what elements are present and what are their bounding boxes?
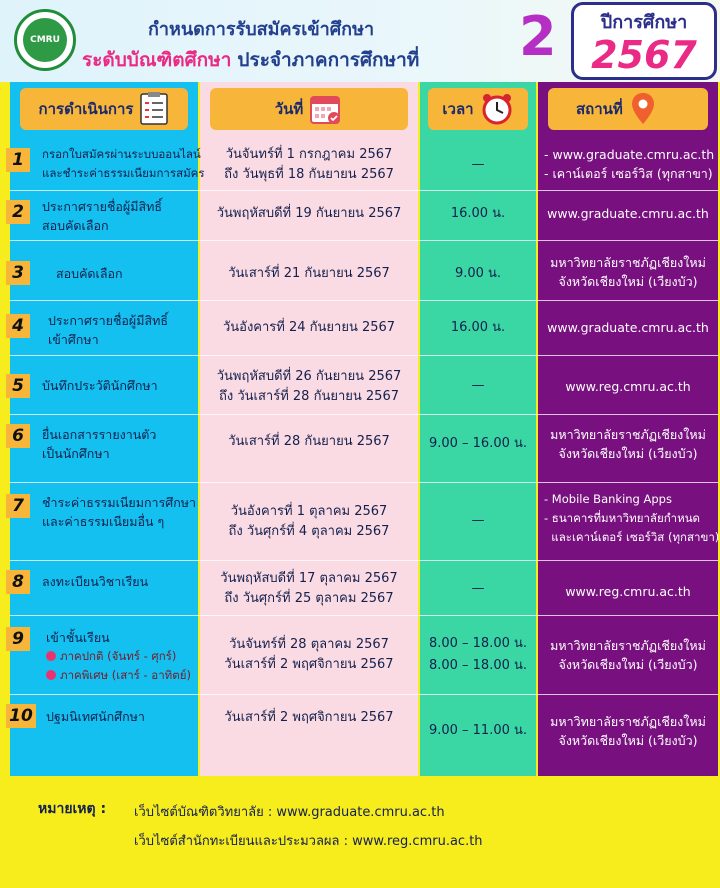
time-text: 16.00 น. [450, 206, 506, 221]
step-number: 7 [6, 494, 30, 518]
note-graduate-website: เว็บไซต์บัณฑิตวิทยาลัย : www.graduate.cmru.ac.th [134, 805, 445, 820]
notes-label [38, 798, 106, 820]
time-text: 9.00 – 11.00 น. [428, 723, 528, 738]
place-line: - ธนาคารที่มหาวิทยาลัยกำหนด [544, 511, 701, 525]
activity-text: ลงทะเบียนวิชาเรียน [42, 574, 149, 589]
step-number: 4 [6, 314, 30, 338]
activity-text: บันทึกประวัตินักศึกษา [42, 378, 158, 393]
bullet-icon [46, 651, 56, 661]
row-divider [10, 615, 718, 616]
university-seal-logo: CMRU [14, 9, 76, 71]
activity-text [42, 425, 156, 463]
activity-line: ยื่นเอกสารรายงานตัว [42, 427, 157, 442]
activity-text [42, 145, 205, 183]
date-text: วันพฤหัสบดีที่ 19 กันยายน 2567 [216, 206, 402, 221]
date-line: วันพฤหัสบดีที่ 17 ตุลาคม 2567 [220, 571, 398, 586]
schedule-option-label: ภาคปกติ (จันทร์ - ศุกร์) [60, 649, 177, 663]
time-text: — [471, 378, 485, 393]
activity-line: กรอกใบสมัครผ่านระบบออนไลน์ [42, 147, 201, 161]
time-line: 8.00 – 18.00 น. [428, 658, 528, 673]
date-line: วันจันทร์ที่ 1 กรกฎาคม 2567 [225, 147, 393, 162]
step-number: 10 [6, 704, 36, 728]
date-text [200, 635, 418, 675]
date-text [200, 145, 418, 185]
checklist-icon [139, 92, 169, 126]
header-time [428, 88, 528, 130]
activity-line: ประกาศรายชื่อผู้มีสิทธิ์ [48, 313, 168, 328]
activity-line: เข้าศึกษา [48, 332, 99, 347]
place-line: - www.graduate.cmru.ac.th [544, 147, 715, 162]
date-text [200, 367, 418, 407]
row-divider [10, 482, 718, 483]
activity-text [42, 197, 162, 235]
subtitle-level: ระดับบัณฑิตศึกษา [82, 49, 232, 71]
date-line: ถึง วันศุกร์ที่ 4 ตุลาคม 2567 [228, 524, 390, 539]
row-divider [10, 240, 718, 241]
date-line: ถึง วันพุธที่ 18 กันยายน 2567 [224, 167, 394, 182]
activity-text [46, 628, 191, 685]
header-activity-label: การดำเนินการ [38, 100, 134, 118]
date-line: วันอังคารที่ 1 ตุลาคม 2567 [230, 504, 388, 519]
notes-label-text: หมายเหตุ : [38, 801, 107, 817]
date-text: วันเสาร์ที่ 2 พฤศจิกายน 2567 [224, 710, 394, 725]
time-text: — [471, 581, 485, 596]
academic-year-value: 2567 [591, 33, 697, 77]
date-text [200, 569, 418, 609]
place-text: www.reg.cmru.ac.th [565, 379, 691, 394]
row-divider [10, 694, 718, 695]
academic-year-box [571, 2, 717, 80]
calendar-icon [309, 92, 343, 126]
activity-line: ประกาศรายชื่อผู้มีสิทธิ์ [42, 199, 162, 214]
date-line: วันเสาร์ที่ 2 พฤศจิกายน 2567 [224, 657, 394, 672]
row-divider [10, 300, 718, 301]
step-number: 1 [6, 148, 30, 172]
header-place [548, 88, 708, 130]
place-line: มหาวิทยาลัยราชภัฏเชียงใหม่ [550, 427, 706, 442]
step-number: 9 [6, 627, 30, 651]
schedule-option [46, 647, 191, 666]
schedule-option [46, 666, 191, 685]
activity-text: สอบคัดเลือก [56, 266, 123, 281]
place-text [538, 425, 718, 463]
alarm-clock-icon [480, 92, 514, 126]
step-number: 6 [6, 424, 30, 448]
activity-line: เข้าชั้นเรียน [46, 630, 110, 645]
date-text: วันเสาร์ที่ 28 กันยายน 2567 [228, 434, 390, 449]
note-registrar-website: เว็บไซต์สำนักทะเบียนและประมวลผล : www.reg.cmru.ac.th [134, 834, 483, 849]
row-divider [10, 190, 718, 191]
place-text [538, 253, 718, 291]
schedule-option-label: ภาคพิเศษ (เสาร์ - อาทิตย์) [60, 668, 191, 682]
date-line: วันพฤหัสบดีที่ 26 กันยายน 2567 [216, 369, 402, 384]
place-text [538, 712, 718, 750]
activity-text [48, 311, 168, 349]
activity-line: และค่าธรรมเนียมอื่น ๆ [42, 514, 165, 529]
place-text: www.graduate.cmru.ac.th [547, 320, 709, 335]
place-line: จังหวัดเชียงใหม่ (เวียงบัว) [558, 657, 698, 672]
bullet-icon [46, 670, 56, 680]
time-text [420, 633, 536, 677]
activity-line: สอบคัดเลือก [42, 218, 109, 233]
time-text: — [471, 513, 485, 528]
time-text: 9.00 น. [454, 266, 502, 281]
time-text: 16.00 น. [450, 320, 506, 335]
activity-line: เป็นนักศึกษา [42, 446, 110, 461]
academic-year-label: ปีการศึกษา [600, 12, 688, 33]
date-line: ถึง วันศุกร์ที่ 25 ตุลาคม 2567 [224, 591, 394, 606]
time-line: 8.00 – 18.00 น. [428, 636, 528, 651]
activity-text: ปฐมนิเทศนักศึกษา [46, 709, 145, 724]
place-line: จังหวัดเชียงใหม่ (เวียงบัว) [558, 274, 698, 289]
time-text: — [471, 157, 485, 172]
place-text: www.reg.cmru.ac.th [565, 584, 691, 599]
date-text: วันอังคารที่ 24 กันยายน 2567 [222, 320, 396, 335]
subtitle-semester-text: ประจำภาคการศึกษาที่ [237, 49, 420, 71]
step-number: 8 [6, 570, 30, 594]
time-text: 9.00 – 16.00 น. [428, 436, 528, 451]
date-text: วันเสาร์ที่ 21 กันยายน 2567 [228, 266, 390, 281]
header-activity [20, 88, 188, 130]
place-line: มหาวิทยาลัยราชภัฏเชียงใหม่ [550, 255, 706, 270]
page-title: กำหนดการรับสมัครเข้าศึกษา [148, 19, 375, 40]
step-number: 2 [6, 200, 30, 224]
activity-line: และชำระค่าธรรมเนียมการสมัคร [42, 166, 205, 180]
place-text: www.graduate.cmru.ac.th [547, 206, 709, 221]
place-text [538, 636, 718, 674]
page-subtitle [82, 45, 419, 75]
row-divider [10, 355, 718, 356]
place-line: มหาวิทยาลัยราชภัฏเชียงใหม่ [550, 714, 706, 729]
row-divider [10, 560, 718, 561]
place-line: มหาวิทยาลัยราชภัฏเชียงใหม่ [550, 638, 706, 653]
place-text [538, 145, 718, 183]
place-text [538, 490, 718, 547]
place-line: จังหวัดเชียงใหม่ (เวียงบัว) [558, 733, 698, 748]
place-line: และเคาน์เตอร์ เซอร์วิส (ทุกสาขา) [544, 530, 720, 544]
row-divider [10, 414, 718, 415]
date-text [200, 502, 418, 542]
location-pin-icon [629, 91, 657, 127]
place-line: - Mobile Banking Apps [544, 492, 672, 506]
step-number: 3 [6, 261, 30, 285]
header-date [210, 88, 408, 130]
date-line: วันจันทร์ที่ 28 ตุลาคม 2567 [229, 637, 389, 652]
step-number: 5 [6, 374, 30, 398]
activity-line: ชำระค่าธรรมเนียมการศึกษา [42, 495, 197, 510]
place-line: จังหวัดเชียงใหม่ (เวียงบัว) [558, 446, 698, 461]
place-line: - เคาน์เตอร์ เซอร์วิส (ทุกสาขา) [544, 166, 713, 181]
date-line: ถึง วันเสาร์ที่ 28 กันยายน 2567 [219, 389, 399, 404]
header-place-label: สถานที่ [576, 100, 623, 118]
activity-text [42, 493, 196, 531]
semester-number: 2 [519, 5, 557, 68]
header-time-label: เวลา [442, 100, 474, 118]
header-date-label: วันที่ [274, 100, 304, 118]
